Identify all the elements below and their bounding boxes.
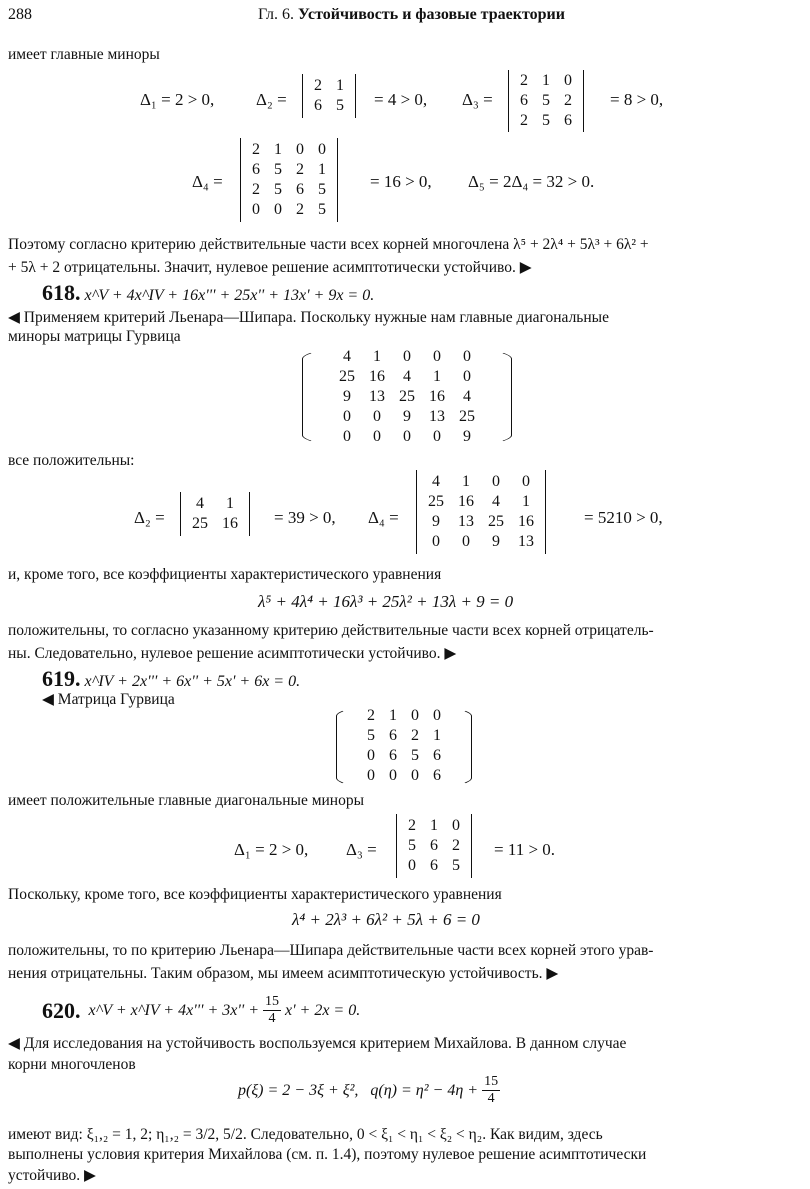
p618-text-3: все положительны: (8, 452, 135, 469)
p619-text-1: ◀ Матрица Гурвица (42, 691, 175, 708)
matrix-row (401, 836, 467, 856)
matrix-cell: 2 (520, 72, 528, 89)
matrix-cell: 5 (274, 181, 282, 198)
problem-number: 618. (42, 280, 81, 305)
matrix-row (421, 492, 541, 512)
p618-text-1: ◀ Применяем критерий Льенара—Шипара. Поскольку нужные нам главные диагональные (8, 309, 609, 326)
intro-text: имеет главные миноры (8, 46, 160, 63)
p619-d1: Δ₁ = 2 > 0, (234, 840, 309, 859)
matrix-cell: 1 (433, 727, 441, 744)
matrix-cell: 9 (403, 408, 411, 425)
matrix-cell: 9 (432, 513, 440, 530)
matrix-cell: 2 (314, 77, 322, 94)
p620-text-4: выполнены условия критерия Михайлова (см. п. 1.4), поэтому нулевое решение асимптотически (8, 1146, 647, 1163)
matrix-cell: 0 (432, 533, 440, 550)
matrix-cell: 6 (433, 767, 441, 784)
matrix-row (245, 180, 333, 200)
matrix-cell: 1 (318, 161, 326, 178)
matrix-row (360, 766, 448, 786)
matrix-row (360, 706, 448, 726)
p618-d2-label: Δ₂ = (134, 508, 165, 527)
matrix-cell: 0 (433, 348, 441, 365)
matrix-cell: 2 (252, 181, 260, 198)
running-header (258, 6, 565, 24)
p619-text-4: положительны, то по критерию Льенара—Шипара действительные части всех корней этого урав- (8, 942, 654, 959)
matrix-row (421, 512, 541, 532)
p619-text-2: имеет положительные главные диагональные миноры (8, 792, 365, 809)
matrix-cell: 0 (367, 747, 375, 764)
matrix-cell: 5 (411, 747, 419, 764)
p619-d3-label: Δ₃ = (346, 840, 377, 859)
equation-part-b: x' + 2x = 0. (285, 1001, 361, 1019)
matrix-cell: 5 (274, 161, 282, 178)
matrix-row (332, 387, 482, 407)
delta-4-matrix (240, 138, 338, 222)
p618-d4-matrix (416, 470, 546, 554)
matrix-cell: 5 (542, 92, 550, 109)
matrix-cell: 9 (492, 533, 500, 550)
matrix-cell: 1 (389, 707, 397, 724)
matrix-cell: 13 (518, 533, 534, 550)
matrix-cell: 6 (564, 112, 572, 129)
matrix-cell: 4 (343, 348, 351, 365)
matrix-cell: 4 (196, 495, 204, 512)
matrix-cell: 4 (432, 473, 440, 490)
matrix-row (513, 71, 579, 91)
matrix-cell: 13 (369, 388, 385, 405)
matrix-cell: 16 (222, 515, 238, 532)
matrix-cell: 13 (458, 513, 474, 530)
matrix-cell: 0 (492, 473, 500, 490)
matrix-cell: 2 (564, 92, 572, 109)
p618-d2-matrix (180, 492, 250, 536)
polynomials (238, 1074, 500, 1107)
matrix-cell: 2 (520, 112, 528, 129)
matrix-cell: 0 (403, 428, 411, 445)
p618-char-eq: λ⁵ + 4λ⁴ + 16λ³ + 25λ² + 13λ + 9 = 0 (258, 592, 514, 611)
p620-text-1: ◀ Для исследования на устойчивость воспользуемся критерием Михайлова. В данном случае (8, 1035, 627, 1052)
matrix-cell: 0 (564, 72, 572, 89)
matrix-row (245, 160, 333, 180)
matrix-cell: 0 (433, 428, 441, 445)
matrix-row (332, 427, 482, 447)
matrix-cell: 25 (488, 513, 504, 530)
matrix-cell: 0 (389, 767, 397, 784)
p620-text-3: имеют вид: ξ₁,₂ = 1, 2; η₁,₂ = 3/2, 5/2. Следовательно, 0 < ξ₁ < η₁ < ξ₂ < η₂. Как видим, здесь (8, 1126, 603, 1143)
matrix-cell: 0 (522, 473, 530, 490)
matrix-cell: 6 (389, 727, 397, 744)
matrix-cell: 0 (373, 408, 381, 425)
p618-text-5: положительны, то согласно указанному критерию действительные части всех корней отрицатель- (8, 622, 654, 639)
matrix-cell: 5 (542, 112, 550, 129)
problem-620 (42, 994, 360, 1027)
fraction-numerator: 15 (265, 994, 279, 1009)
matrix-cell: 13 (429, 408, 445, 425)
matrix-cell: 5 (408, 837, 416, 854)
p618-text-4: и, кроме того, все коэффициенты характеристического уравнения (8, 566, 442, 583)
matrix-cell: 1 (433, 368, 441, 385)
matrix-cell: 2 (452, 837, 460, 854)
matrix-cell: 1 (430, 817, 438, 834)
fraction-denominator: 4 (268, 1011, 276, 1026)
conclusion-line-1: Поэтому согласно критерию действительные части всех корней многочлена λ⁵ + 2λ⁴ + 5λ³ + 6λ² + (8, 236, 649, 253)
matrix-cell: 6 (520, 92, 528, 109)
delta-2-matrix (302, 74, 356, 118)
matrix-row (332, 347, 482, 367)
delta-2-label: Δ₂ = (256, 90, 287, 109)
matrix-cell: 2 (296, 201, 304, 218)
matrix-cell: 0 (252, 201, 260, 218)
chapter-label: Гл. 6. (258, 6, 295, 23)
matrix-row (513, 91, 579, 111)
matrix-row (185, 494, 245, 514)
matrix-cell: 1 (226, 495, 234, 512)
matrix-cell: 5 (318, 181, 326, 198)
matrix-cell: 5 (336, 97, 344, 114)
p618-d4-result: = 5210 > 0, (584, 508, 663, 527)
matrix-cell: 0 (408, 857, 416, 874)
matrix-row (421, 532, 541, 552)
matrix-cell: 5 (452, 857, 460, 874)
delta-4-label: Δ₄ = (192, 172, 223, 191)
poly-fraction-denominator: 4 (487, 1091, 495, 1106)
matrix-row (401, 856, 467, 876)
matrix-cell: 1 (373, 348, 381, 365)
hurwitz-matrix-618 (302, 344, 512, 450)
matrix-cell: 0 (452, 817, 460, 834)
matrix-cell: 16 (518, 513, 534, 530)
matrix-cell: 0 (433, 707, 441, 724)
matrix-cell: 25 (428, 493, 444, 510)
matrix-cell: 6 (296, 181, 304, 198)
matrix-cell: 2 (411, 727, 419, 744)
problem-number: 619. (42, 666, 81, 691)
matrix-row (307, 96, 351, 116)
matrix-cell: 25 (459, 408, 475, 425)
problem-number: 620. (42, 997, 81, 1023)
matrix-cell: 0 (373, 428, 381, 445)
p620-text-2: корни многочленов (8, 1056, 136, 1073)
matrix-row (245, 140, 333, 160)
poly-text: p(ξ) = 2 − 3ξ + ξ², q(η) = η² − 4η + (238, 1081, 479, 1099)
matrix-cell: 0 (318, 141, 326, 158)
matrix-cell: 4 (463, 388, 471, 405)
matrix-cell: 2 (367, 707, 375, 724)
matrix-cell: 0 (296, 141, 304, 158)
delta-3-matrix (508, 70, 584, 132)
matrix-cell: 1 (522, 493, 530, 510)
delta-3-label: Δ₃ = (462, 90, 493, 109)
p618-text-2: миноры матрицы Гурвица (8, 328, 181, 345)
matrix-cell: 1 (336, 77, 344, 94)
matrix-cell: 0 (343, 428, 351, 445)
matrix-cell: 6 (252, 161, 260, 178)
matrix-row (307, 76, 351, 96)
poly-fraction (482, 1074, 500, 1107)
matrix-row (360, 746, 448, 766)
matrix-row (360, 726, 448, 746)
matrix-cell: 1 (274, 141, 282, 158)
p618-text-6: ны. Следовательно, нулевое решение асимптотически устойчиво. ▶ (8, 645, 457, 662)
equation-part-a: x^V + x^IV + 4x''' + 3x'' + (88, 1001, 259, 1019)
delta-5: Δ₅ = 2Δ₄ = 32 > 0. (468, 172, 595, 191)
p618-d2-result: = 39 > 0, (274, 508, 336, 527)
matrix-cell: 2 (408, 817, 416, 834)
matrix-cell: 0 (463, 368, 471, 385)
matrix-cell: 0 (274, 201, 282, 218)
p620-text-5: устойчиво. ▶ (8, 1167, 96, 1184)
matrix-cell: 0 (462, 533, 470, 550)
matrix-row (401, 816, 467, 836)
matrix-cell: 1 (462, 473, 470, 490)
poly-fraction-numerator: 15 (484, 1074, 499, 1089)
p619-char-eq: λ⁴ + 2λ³ + 6λ² + 5λ + 6 = 0 (292, 910, 480, 929)
delta-3-result: = 8 > 0, (610, 90, 664, 109)
problem-619 (42, 666, 300, 692)
matrix-cell: 9 (463, 428, 471, 445)
matrix-cell: 4 (403, 368, 411, 385)
hurwitz-matrix-619 (336, 704, 472, 790)
matrix-cell: 2 (296, 161, 304, 178)
matrix-cell: 0 (411, 767, 419, 784)
p619-text-3: Поскольку, кроме того, все коэффициенты характеристического уравнения (8, 886, 502, 903)
matrix-row (332, 367, 482, 387)
matrix-cell: 2 (252, 141, 260, 158)
chapter-title: Устойчивость и фазовые траектории (298, 6, 565, 23)
page-number: 288 (8, 6, 32, 23)
matrix-row (513, 111, 579, 131)
delta-2-result: = 4 > 0, (374, 90, 428, 109)
matrix-cell: 0 (343, 408, 351, 425)
matrix-row (421, 472, 541, 492)
matrix-cell: 16 (369, 368, 385, 385)
matrix-cell: 25 (339, 368, 355, 385)
p619-d3-matrix (396, 814, 472, 878)
matrix-cell: 5 (318, 201, 326, 218)
problem-618 (42, 280, 374, 306)
matrix-cell: 6 (430, 837, 438, 854)
matrix-cell: 6 (389, 747, 397, 764)
matrix-cell: 0 (463, 348, 471, 365)
p618-d4-label: Δ₄ = (368, 508, 399, 527)
matrix-cell: 1 (542, 72, 550, 89)
matrix-row (185, 514, 245, 534)
matrix-cell: 16 (458, 493, 474, 510)
matrix-cell: 9 (343, 388, 351, 405)
matrix-cell: 25 (192, 515, 208, 532)
matrix-cell: 5 (367, 727, 375, 744)
matrix-cell: 6 (433, 747, 441, 764)
matrix-cell: 0 (411, 707, 419, 724)
problem-equation: x^IV + 2x''' + 6x'' + 5x' + 6x = 0. (84, 673, 301, 690)
matrix-cell: 0 (403, 348, 411, 365)
p619-text-5: нения отрицательны. Таким образом, мы имеем асимптотическую устойчивость. ▶ (8, 965, 559, 982)
matrix-cell: 25 (399, 388, 415, 405)
matrix-cell: 4 (492, 493, 500, 510)
delta-4-result: = 16 > 0, (370, 172, 432, 191)
problem-equation: x^V + 4x^IV + 16x''' + 25x'' + 13x' + 9x = 0. (84, 287, 375, 304)
matrix-cell: 16 (429, 388, 445, 405)
matrix-cell: 6 (314, 97, 322, 114)
fraction (263, 994, 281, 1027)
matrix-row (332, 407, 482, 427)
conclusion-line-2: + 5λ + 2 отрицательны. Значит, нулевое решение асимптотически устойчиво. ▶ (8, 259, 532, 276)
matrix-row (245, 200, 333, 220)
matrix-cell: 6 (430, 857, 438, 874)
p619-d3-result: = 11 > 0. (494, 840, 556, 859)
delta-1: Δ₁ = 2 > 0, (140, 90, 215, 109)
matrix-cell: 0 (367, 767, 375, 784)
